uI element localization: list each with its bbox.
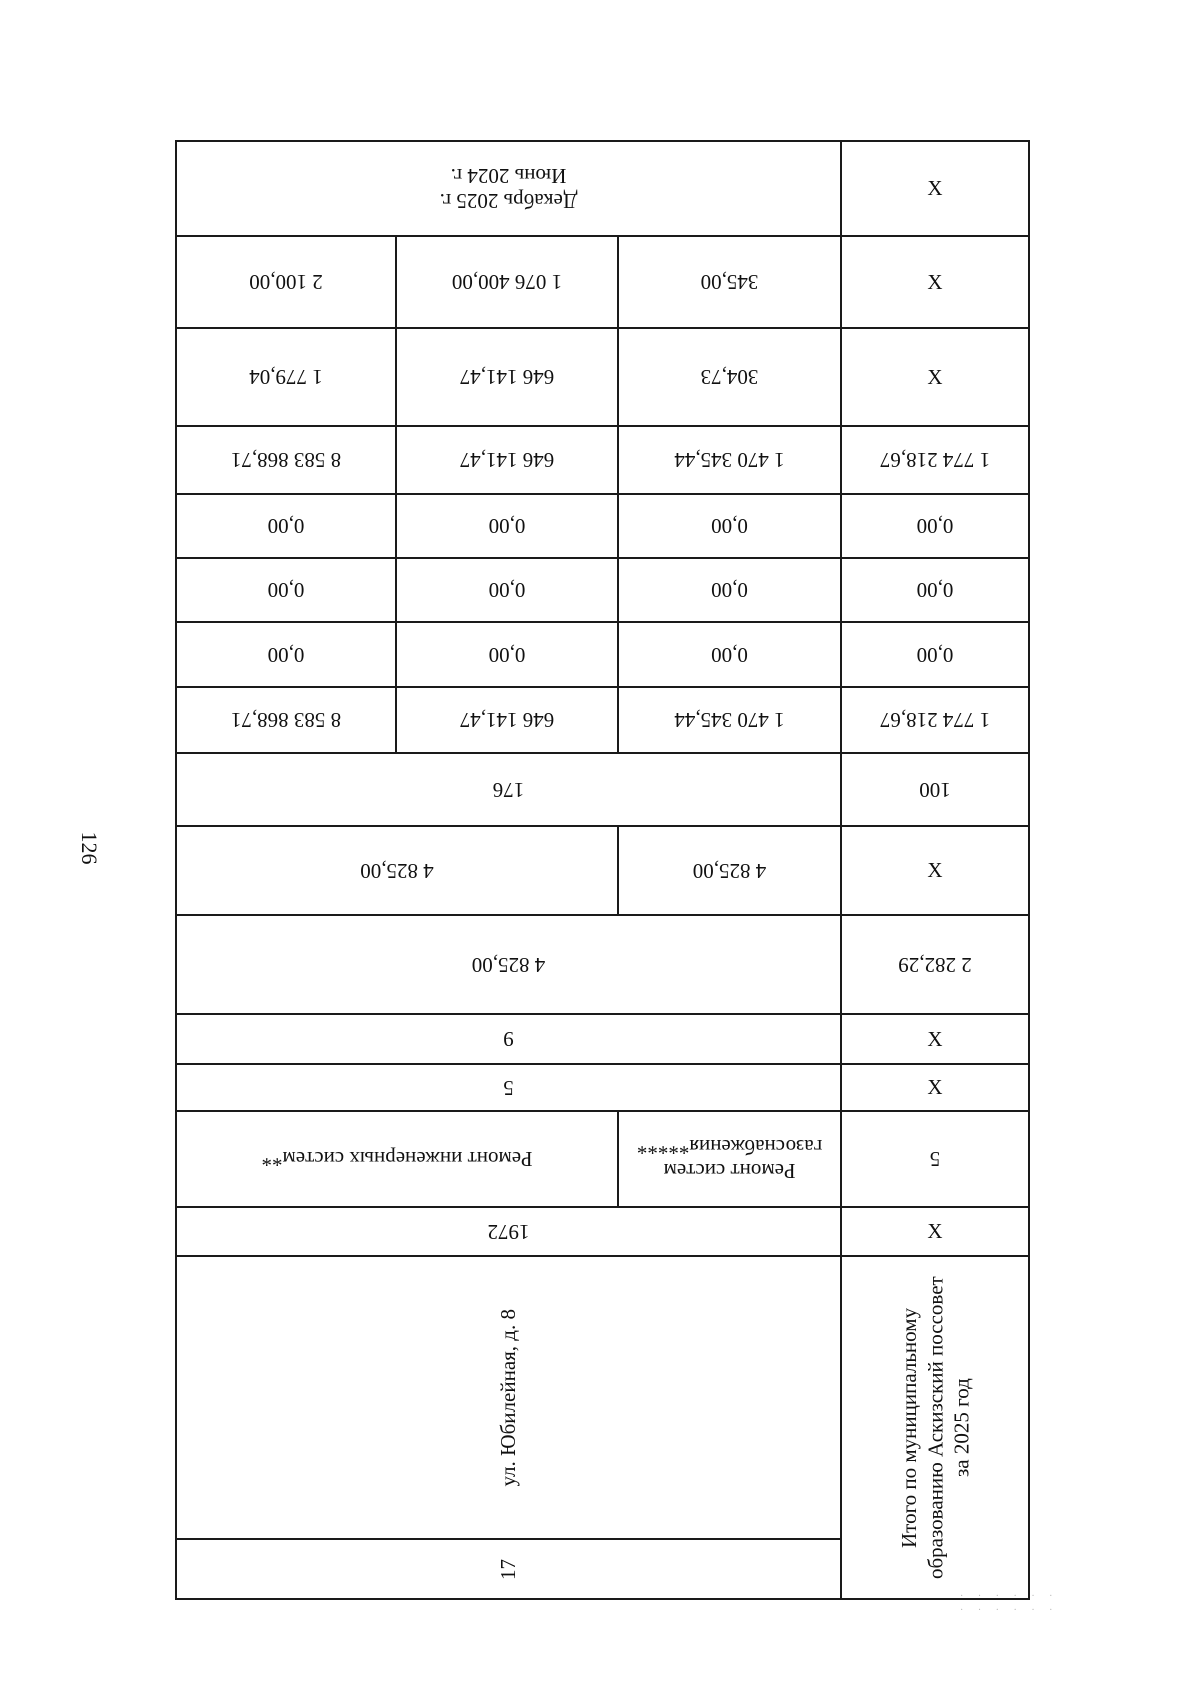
row4-col-d: 0,00 [916, 514, 954, 539]
period-cell [177, 142, 840, 235]
page-number: 126 [77, 831, 102, 865]
count-9-total: X [927, 1026, 943, 1051]
row7-col-a: 8 583 868,71 [230, 708, 342, 733]
row6-col-c: 0,00 [711, 642, 748, 667]
scan-noise: · · · · · · · · · · · · [960, 1591, 1059, 1616]
row7-col-d: 1 774 218,67 [879, 708, 991, 733]
row2-col-d: X [927, 364, 943, 389]
period-total-cell: X [927, 176, 943, 201]
count-5-total: X [927, 1075, 943, 1100]
row2-col-c: 304,73 [700, 365, 759, 390]
row7-col-b: 646 141,47 [459, 708, 555, 733]
total-label-cell [842, 1257, 1028, 1598]
address-street: ул. Юбилейная, д. 8 [496, 1308, 521, 1487]
period-end: Декабрь 2025 г. [439, 188, 578, 213]
row4-col-b: 0,00 [488, 514, 526, 539]
row4-col-a: 0,00 [267, 514, 305, 539]
row5-col-b: 0,00 [488, 578, 526, 603]
cost-per-unit-sub: 4 825,00 [692, 858, 767, 883]
row6-col-d: 0,00 [916, 642, 954, 667]
row3-col-b: 646 141,47 [459, 448, 555, 473]
rotated-table [175, 140, 1030, 1600]
work-type-gas: Ремонт систем газоснабжения***** [636, 1135, 823, 1184]
count-5-main: 5 [503, 1075, 514, 1100]
row1-col-a: 2 100,00 [249, 270, 323, 295]
address-number: 17 [496, 1558, 521, 1580]
share-main: 176 [492, 777, 525, 802]
year-main: 1972 [487, 1219, 530, 1244]
row2-col-b: 646 141,47 [459, 365, 555, 390]
share-total: 100 [919, 777, 951, 802]
row1-col-d: X [927, 269, 943, 294]
row3-col-a: 8 583 868,71 [230, 448, 342, 473]
row5-col-c: 0,00 [711, 578, 748, 603]
row1-col-b: 1 076 400,00 [451, 270, 563, 295]
row7-col-c: 1 470 345,44 [674, 708, 785, 733]
count-9-main: 9 [503, 1027, 514, 1052]
row5-col-a: 0,00 [267, 578, 305, 603]
year-total: X [927, 1219, 943, 1244]
cost-per-unit-total: X [927, 858, 943, 883]
work-type-total: 5 [929, 1147, 941, 1172]
period-start: Июнь 2024 г. [450, 164, 567, 189]
cost-per-unit-main: 4 825,00 [360, 858, 434, 883]
row1-col-c: 345,00 [700, 270, 759, 295]
row6-col-a: 0,00 [267, 642, 305, 667]
row2-col-a: 1 779,04 [249, 365, 323, 390]
row3-col-c: 1 470 345,44 [674, 448, 785, 473]
row4-col-c: 0,00 [711, 514, 748, 539]
max-cost-total: 2 282,29 [898, 952, 972, 977]
row5-col-d: 0,00 [916, 578, 954, 603]
row3-col-d: 1 774 218,67 [879, 448, 991, 473]
work-type-engineering: Ремонт инженерных систем** [261, 1147, 533, 1172]
address-number-cell [177, 1540, 840, 1598]
address-street-cell [177, 1257, 840, 1538]
total-label: Итого по муниципальному образованию Аскизский поссовет за 2025 год [896, 1276, 974, 1579]
row6-col-b: 0,00 [488, 642, 526, 667]
max-cost-main: 4 825,00 [471, 952, 546, 977]
